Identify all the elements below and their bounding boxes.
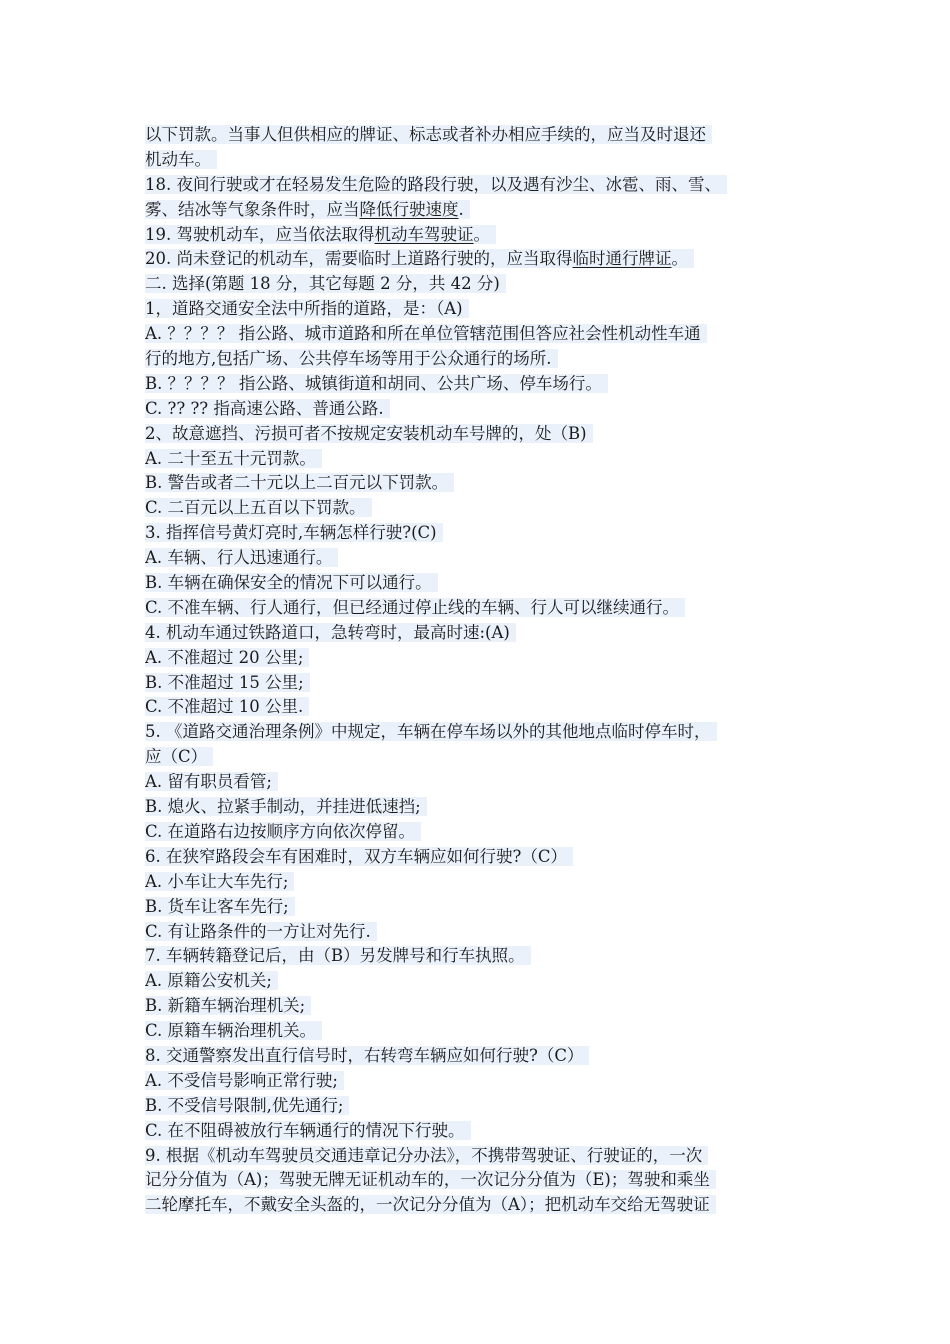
option-line: B. ？？？？ 指公路、城镇街道和胡同、公共广场、停车场行。 — [145, 372, 825, 397]
option-line: B. 不受信号限制,优先通行; — [145, 1094, 825, 1119]
option-line: 行的地方,包括广场、公共停车场等用于公众通行的场所. — [145, 347, 825, 372]
option-line: B. 熄火、拉紧手制动，并挂进低速挡; — [145, 795, 825, 820]
option-line: B. 车辆在确保安全的情况下可以通行。 — [145, 571, 825, 596]
question-line: 5. 《道路交通治理条例》中规定，车辆在停车场以外的其他地点临时停车时， — [145, 720, 825, 745]
option-line: B. 警告或者二十元以上二百元以下罚款。 — [145, 471, 825, 496]
question-line: 1，道路交通安全法中所指的道路，是：（A) — [145, 297, 825, 322]
option-line: C. 不准车辆、行人通行，但已经通过停止线的车辆、行人可以继续通行。 — [145, 596, 825, 621]
question-line: 8. 交通警察发出直行信号时，右转弯车辆应如何行驶?（C） — [145, 1044, 825, 1069]
question-line: 4. 机动车通过铁路道口，急转弯时，最高时速:(A) — [145, 621, 825, 646]
answer-underlined: 降低行驶速度 — [359, 199, 459, 219]
text-line: 以下罚款。当事人但供相应的牌证、标志或者补办相应手续的，应当及时退还 — [145, 123, 825, 148]
option-line: C. 在道路右边按顺序方向依次停留。 — [145, 820, 825, 845]
question-20-line: 20. 尚未登记的机动车，需要临时上道路行驶的，应当取得临时通行牌证。 — [145, 247, 825, 272]
option-line: A. 不准超过 20 公里; — [145, 646, 825, 671]
question-line: 应（C） — [145, 745, 825, 770]
option-line: A. ？？？？ 指公路、城市道路和所在单位管辖范围但答应社会性机动性车通 — [145, 322, 825, 347]
question-line: 6. 在狭窄路段会车有困难时，双方车辆应如何行驶?（C） — [145, 845, 825, 870]
option-line: C. 在不阻碍被放行车辆通行的情况下行驶。 — [145, 1119, 825, 1144]
option-line: A. 原籍公安机关; — [145, 969, 825, 994]
option-line: B. 货车让客车先行; — [145, 895, 825, 920]
option-line: C. 二百元以上五百以下罚款。 — [145, 496, 825, 521]
option-line: C. 不准超过 10 公里. — [145, 695, 825, 720]
question-line: 记分分值为（A)；驾驶无牌无证机动车的，一次记分分值为（E)；驾驶和乘坐 — [145, 1168, 825, 1193]
question-19-line: 19. 驾驶机动车，应当依法取得机动车驾驶证。 — [145, 223, 825, 248]
question-line: 7. 车辆转籍登记后，由（B）另发牌号和行车执照。 — [145, 944, 825, 969]
question-line: 9. 根据《机动车驾驶员交通违章记分办法》，不携带驾驶证、行驶证的，一次 — [145, 1144, 825, 1169]
option-line: C. ?? ?? 指高速公路、普通公路. — [145, 397, 825, 422]
option-line: A. 二十至五十元罚款。 — [145, 447, 825, 472]
question-line: 2、故意遮挡、污损可者不按规定安装机动车号牌的，处（B) — [145, 422, 825, 447]
option-line: A. 留有职员看管; — [145, 770, 825, 795]
text-line: 机动车。 — [145, 148, 825, 173]
option-line: B. 不准超过 15 公里; — [145, 671, 825, 696]
option-line: A. 小车让大车先行; — [145, 870, 825, 895]
option-line: C. 原籍车辆治理机关。 — [145, 1019, 825, 1044]
section-heading: 二. 选择(第题 18 分，其它每题 2 分，共 42 分) — [145, 272, 825, 297]
document-body — [145, 123, 825, 1218]
question-line: 二轮摩托车，不戴安全头盔的，一次记分分值为（A）；把机动车交给无驾驶证 — [145, 1193, 825, 1218]
answer-underlined: 临时通行牌证 — [572, 249, 672, 269]
question-18-line: 18. 夜间行驶或才在轻易发生危险的路段行驶，以及遇有沙尘、冰雹、雨、雪、 — [145, 173, 825, 198]
option-line: A. 不受信号影响正常行驶; — [145, 1069, 825, 1094]
question-line: 3. 指挥信号黄灯亮时,车辆怎样行驶?(C) — [145, 521, 825, 546]
answer-underlined: 机动车驾驶证 — [374, 224, 474, 244]
question-18-line: 雾、结冰等气象条件时，应当降低行驶速度. — [145, 198, 825, 223]
option-line: A. 车辆、行人迅速通行。 — [145, 546, 825, 571]
option-line: B. 新籍车辆治理机关; — [145, 994, 825, 1019]
option-line: C. 有让路条件的一方让对先行. — [145, 920, 825, 945]
